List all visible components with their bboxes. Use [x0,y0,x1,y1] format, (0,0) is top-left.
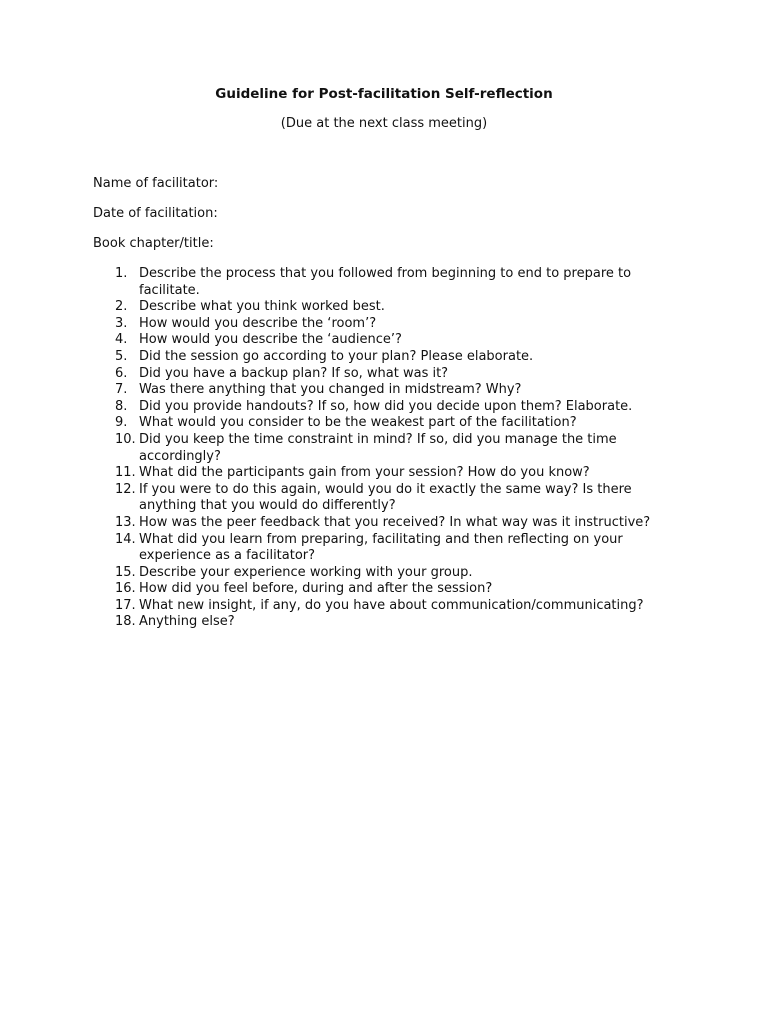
list-item [115,366,685,383]
question-number: 18. [115,614,136,630]
question-number: 3. [115,315,128,331]
list-item [115,581,685,598]
list-item [115,349,685,366]
list-item [115,399,685,416]
question-text: Describe what you think worked best. [139,299,385,315]
list-item [115,332,685,349]
question-text: Did you have a backup plan? If so, what was it? [139,365,449,381]
list-item [115,266,685,299]
question-number: 4. [115,332,128,348]
field-facilitator-name: Name of facilitator: [93,176,219,191]
question-text: How did you feel before, during and after the session? [139,581,493,597]
list-item [115,614,685,631]
question-number: 10. [115,431,136,447]
question-text: Anything else? [139,614,235,630]
question-text: Did you provide handouts? If so, how did you decide upon them? Elaborate. [139,398,633,414]
list-item [115,415,685,432]
page-subtitle: (Due at the next class meeting) [280,116,488,131]
question-text: Did the session go according to your plan? Please elaborate. [139,348,534,364]
question-text: How would you describe the ‘audience’? [139,332,402,348]
list-item [115,382,685,399]
question-text: Describe your experience working with your group. [139,564,473,580]
list-item [115,299,685,316]
question-number: 11. [115,465,136,481]
question-number: 7. [115,382,128,398]
question-number: 6. [115,365,128,381]
field-book-chapter: Book chapter/title: [93,236,214,251]
question-number: 1. [115,266,128,281]
question-number: 16. [115,581,136,597]
page-title: Guideline for Post-facilitation Self-reflection [215,86,553,102]
question-text: What did the participants gain from your session? How do you know? [139,465,590,481]
question-text: How was the peer feedback that you received? In what way was it instructive? [139,514,651,530]
field-facilitation-date: Date of facilitation: [93,206,218,221]
question-number: 8. [115,398,128,414]
list-item [115,432,685,465]
list-item [115,532,685,565]
question-text: What did you learn from preparing, facilitating and then reflecting on your experience as a facilitator? [139,531,623,564]
list-item [115,465,685,482]
question-number: 9. [115,415,128,431]
question-text: What would you consider to be the weakest part of the facilitation? [139,415,577,431]
list-item [115,565,685,582]
list-item [115,598,685,615]
list-item [115,316,685,333]
list-item [115,515,685,532]
question-number: 17. [115,597,136,613]
list-item [115,482,685,515]
question-number: 12. [115,481,136,497]
question-text: Did you keep the time constraint in mind? If so, did you manage the time accordingly? [139,431,617,464]
question-text: Was there anything that you changed in midstream? Why? [139,382,522,398]
question-number: 14. [115,531,136,547]
question-number: 5. [115,348,128,364]
question-list [115,266,685,631]
question-text: Describe the process that you followed from beginning to end to prepare to facilitate. [139,266,632,298]
question-number: 13. [115,514,136,530]
question-text: If you were to do this again, would you do it exactly the same way? Is there anything that you would do differently? [139,481,632,514]
question-number: 2. [115,299,128,315]
question-number: 15. [115,564,136,580]
question-text: What new insight, if any, do you have about communication/communicating? [139,597,644,613]
question-text: How would you describe the ‘room’? [139,315,377,331]
